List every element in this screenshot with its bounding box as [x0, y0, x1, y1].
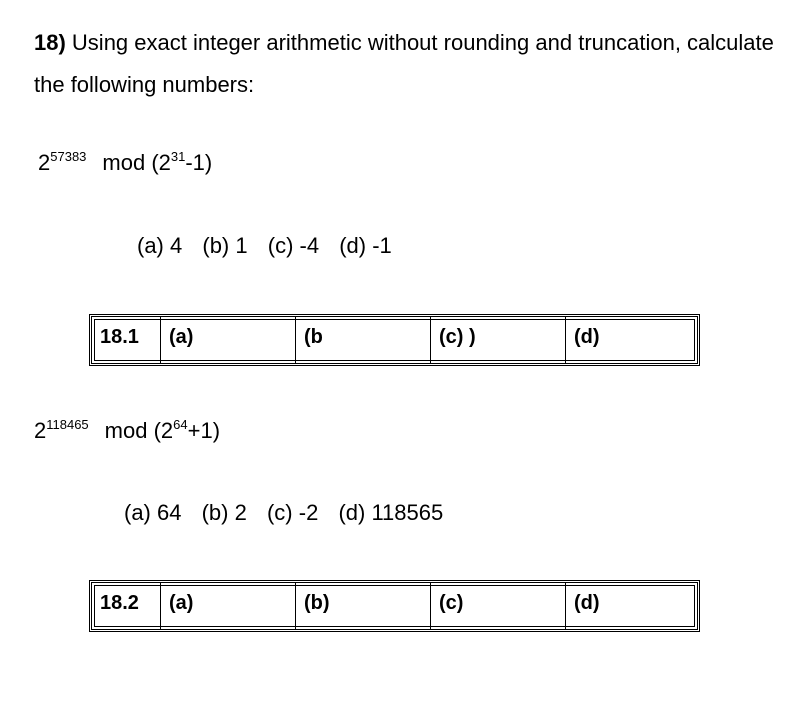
answer-option-2a[interactable]: (a)	[161, 583, 296, 629]
expression-2-mod-exponent: 64	[173, 417, 188, 432]
expression-1-mod-tail: -1)	[185, 150, 213, 175]
question-number: 18)	[34, 30, 66, 55]
expression-1	[38, 150, 212, 176]
answer-option-2b[interactable]: (b)	[296, 583, 431, 629]
choice-2a: (a) 64	[124, 500, 182, 525]
expression-2-mod-tail: +1)	[187, 418, 221, 443]
answer-option-1b[interactable]: (b	[296, 317, 431, 363]
expression-2-exponent: 118465	[46, 417, 89, 432]
answer-option-1a[interactable]: (a)	[161, 317, 296, 363]
choice-1b: (b) 1	[202, 233, 248, 258]
expression-1-mod: mod (2	[102, 150, 171, 175]
choice-2d: (d) 118565	[338, 500, 444, 525]
expression-2-mod: mod (2	[104, 418, 174, 443]
choices-2	[124, 500, 457, 526]
answer-table-1	[89, 314, 700, 366]
expression-1-exponent: 57383	[50, 149, 87, 164]
answer-row-1-id: 18.1	[100, 326, 139, 348]
choice-1d: (d) -1	[339, 233, 392, 258]
answer-option-2c[interactable]: (c)	[431, 583, 566, 629]
expression-2-base: 2	[34, 418, 47, 443]
answer-table-2	[89, 580, 700, 632]
answer-option-1d[interactable]: (d)	[566, 317, 698, 363]
choice-2b: (b) 2	[201, 500, 247, 525]
choice-1a: (a) 4	[137, 233, 183, 258]
choices-1	[137, 233, 406, 259]
expression-2	[34, 418, 220, 444]
answer-option-2d[interactable]: (d)	[566, 583, 698, 629]
choice-2c: (c) -2	[266, 500, 319, 525]
answer-row-2-id: 18.2	[100, 592, 139, 614]
question-body: Using exact integer arithmetic without rounding and truncation, calculate the following numbers:	[34, 30, 774, 97]
expression-1-mod-exponent: 31	[170, 149, 186, 164]
choice-1c: (c) -4	[267, 233, 320, 258]
answer-option-1c[interactable]: (c) )	[431, 317, 566, 363]
question-text	[34, 22, 774, 106]
expression-1-base: 2	[38, 150, 51, 175]
